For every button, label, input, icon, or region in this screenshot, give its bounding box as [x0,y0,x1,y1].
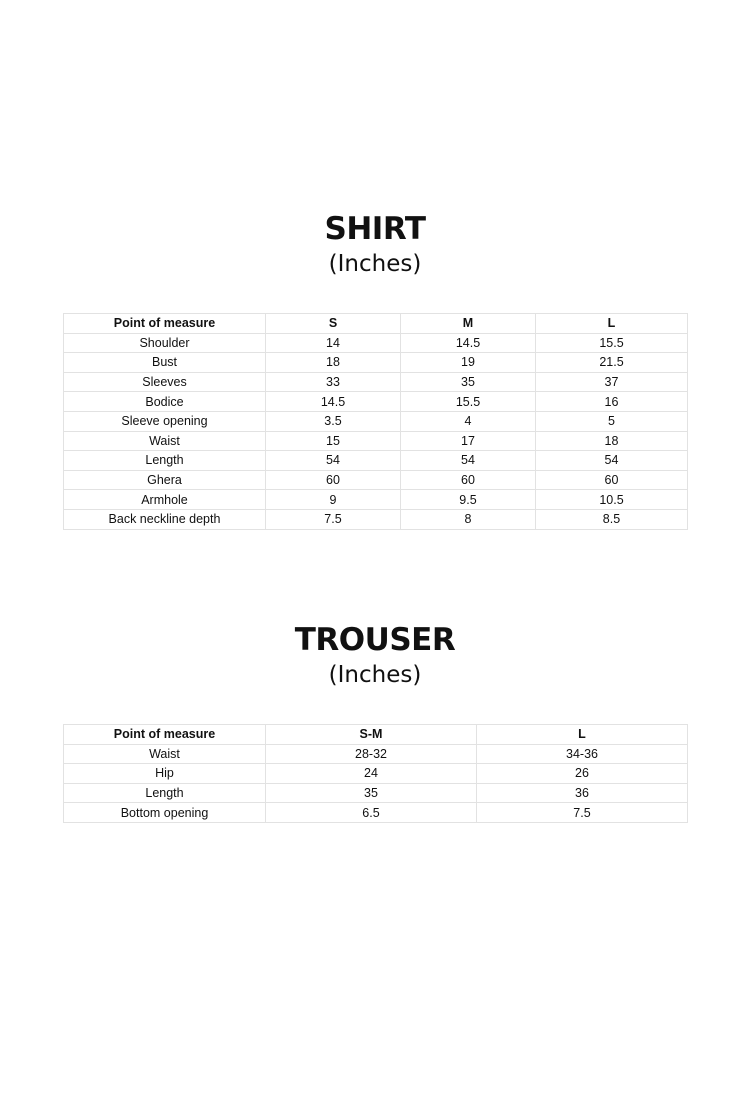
value-cell: 60 [266,470,401,490]
header-size-m: M [401,314,536,334]
value-cell: 35 [266,783,477,803]
value-cell: 34-36 [477,744,688,764]
value-cell: 14 [266,333,401,353]
value-cell: 33 [266,372,401,392]
table-row [64,783,688,803]
measure-label: Waist [64,431,266,451]
header-point-of-measure: Point of measure [64,314,266,334]
header-size-l: L [477,725,688,745]
table-row [64,372,688,392]
measure-label: Waist [64,744,266,764]
shirt-unit-label: (Inches) [328,251,422,277]
table-row [64,764,688,784]
measure-label: Shoulder [64,333,266,353]
shirt-title: SHIRT [324,211,426,247]
value-cell: 15.5 [401,392,536,412]
value-cell: 18 [266,353,401,373]
trouser-size-table [63,724,688,823]
value-cell: 14.5 [266,392,401,412]
table-row [64,431,688,451]
value-cell: 35 [401,372,536,392]
value-cell: 60 [401,470,536,490]
table-row [64,509,688,529]
table-row [64,411,688,431]
measure-label: Sleeves [64,372,266,392]
measure-label: Bust [64,353,266,373]
table-row [64,451,688,471]
value-cell: 26 [477,764,688,784]
value-cell: 16 [536,392,688,412]
value-cell: 36 [477,783,688,803]
measure-label: Sleeve opening [64,411,266,431]
value-cell: 10.5 [536,490,688,510]
header-size-l: L [536,314,688,334]
value-cell: 24 [266,764,477,784]
shirt-size-table [63,313,688,530]
value-cell: 54 [536,451,688,471]
table-row [64,392,688,412]
value-cell: 15.5 [536,333,688,353]
value-cell: 19 [401,353,536,373]
measure-label: Bodice [64,392,266,412]
table-row [64,744,688,764]
value-cell: 54 [401,451,536,471]
trouser-title: TROUSER [294,622,456,658]
value-cell: 17 [401,431,536,451]
value-cell: 7.5 [266,509,401,529]
table-row [64,470,688,490]
value-cell: 54 [266,451,401,471]
value-cell: 21.5 [536,353,688,373]
value-cell: 28-32 [266,744,477,764]
measure-label: Armhole [64,490,266,510]
measure-label: Hip [64,764,266,784]
measure-label: Length [64,451,266,471]
value-cell: 7.5 [477,803,688,823]
table-row [64,333,688,353]
value-cell: 18 [536,431,688,451]
table-row [64,353,688,373]
value-cell: 14.5 [401,333,536,353]
value-cell: 15 [266,431,401,451]
table-header-row [64,725,688,745]
header-size-s-m: S-M [266,725,477,745]
header-size-s: S [266,314,401,334]
table-header-row [64,314,688,334]
measure-label: Back neckline depth [64,509,266,529]
measure-label: Bottom opening [64,803,266,823]
value-cell: 6.5 [266,803,477,823]
value-cell: 8.5 [536,509,688,529]
value-cell: 3.5 [266,411,401,431]
table-row [64,490,688,510]
value-cell: 9 [266,490,401,510]
value-cell: 9.5 [401,490,536,510]
value-cell: 4 [401,411,536,431]
value-cell: 60 [536,470,688,490]
value-cell: 37 [536,372,688,392]
measure-label: Ghera [64,470,266,490]
table-row [64,803,688,823]
value-cell: 8 [401,509,536,529]
header-point-of-measure: Point of measure [64,725,266,745]
value-cell: 5 [536,411,688,431]
measure-label: Length [64,783,266,803]
trouser-unit-label: (Inches) [328,662,422,688]
